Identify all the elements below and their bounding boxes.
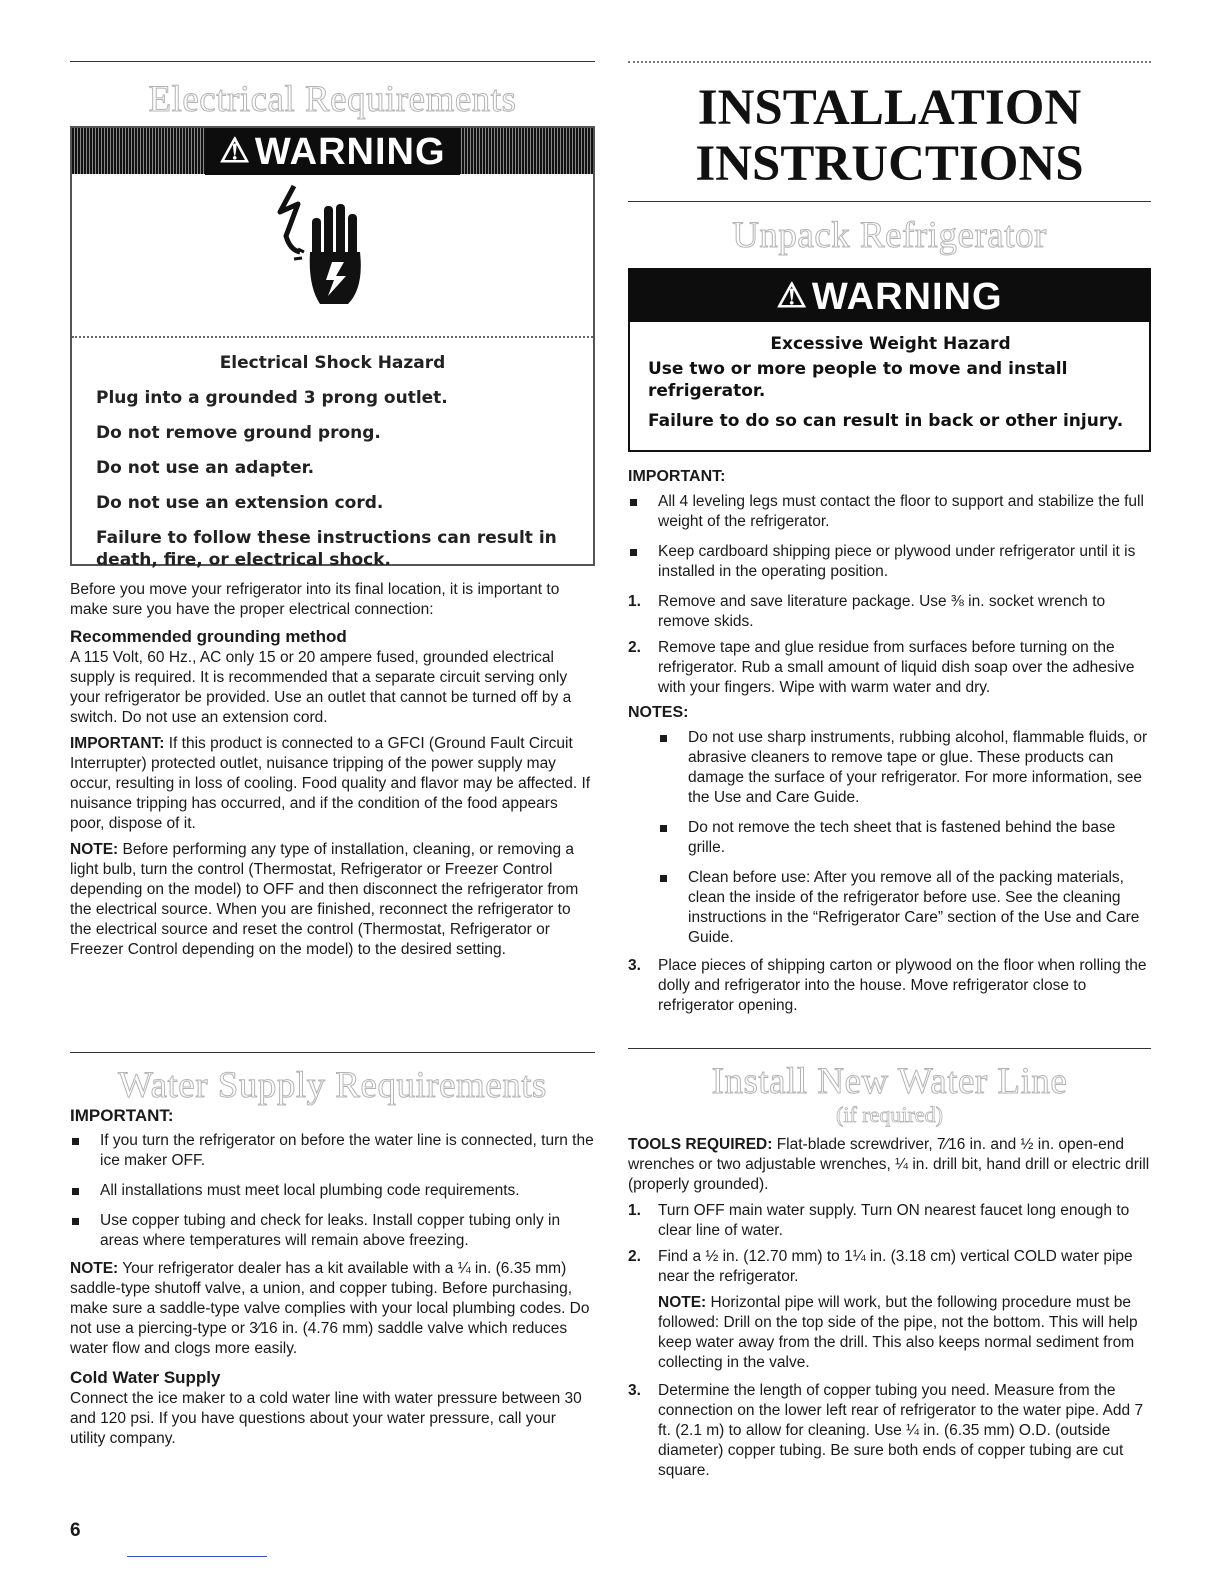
notes-list [628,728,1151,948]
note-paragraph [70,840,595,960]
important-text: If this product is connected to a GFCI (Ground Fault Circuit Interrupter) protected outlet, nuisance tripping of the power supply may occur, resulting in loss of cooling. Food quality and flavor may be affected. If nuisance tripping has occurred, and if the condition of the food appears poor, dispose of it. [70,735,591,832]
water-bullet: All installations must meet local plumbing code requirements. [70,1181,595,1201]
hazard-line: Plug into a grounded 3 prong outlet. [96,388,448,408]
waterline-rule [628,1048,1151,1049]
step-number: 3. [628,957,641,974]
tools-paragraph [628,1135,1151,1195]
unpack-important-label: IMPORTANT: [628,468,726,485]
electrical-warning-box [70,126,595,570]
electric-shock-hand-icon [272,178,392,318]
water-note-text: Your refrigerator dealer has a kit available with a ¼ in. (6.35 mm) saddle-type shutoff valve, a union, and copper tubing. Before purchasing, make sure a saddle-type valve complies with your local plumbing codes. Do not use a piercing-type or 3⁄16 in. (4.76 mm) saddle valve which reduces water flow and clogs more easily. [70,1260,590,1357]
electrical-warning-banner [72,128,593,174]
step-text: Place pieces of shipping carton or plywood on the floor when rolling the dolly and refrigerator into the house. Move refrigerator close to refrigerator opening. [658,957,1147,1014]
weight-warning-text [648,332,1133,432]
step-number: 1. [628,1202,641,1219]
cold-water-paragraph: Connect the ice maker to a cold water line with water pressure between 30 and 120 psi. If you have questions about your water pressure, call your utility company. [70,1390,582,1447]
weight-line-1: Use two or more people to move and install refrigerator. [648,359,1068,401]
hazard-line: Do not use an extension cord. [96,493,384,513]
water-line-note-label: NOTE: [658,1294,707,1311]
page-number: 6 [70,1520,81,1541]
installation-title [628,80,1151,192]
top-rule-left [70,61,595,62]
footer-line [127,1556,267,1557]
important-paragraph [70,734,595,834]
hazard-title: Electrical Shock Hazard [219,353,446,373]
note-bullet: Do not remove the tech sheet that is fastened behind the base grille. [658,818,1151,858]
hazard-line: Do not use an adapter. [96,458,315,478]
grounding-paragraph: A 115 Volt, 60 Hz., AC only 15 or 20 ampere fused, grounded electrical supply is required. It is recommended that a separate circuit serving only your refrigerator be provided. Use an outlet that cannot be turned off by a switch. Do not use an extension cord. [70,649,572,726]
water-bullet: Use copper tubing and check for leaks. Install copper tubing only in areas where temperatures will remain above freezing. [70,1211,595,1251]
grounding-heading: Recommended grounding method [70,627,347,646]
note-label: NOTE: [70,841,119,858]
step-number: 1. [628,593,641,610]
water-important-label: IMPORTANT: [70,1106,174,1125]
step-text: Remove and save literature package. Use ⅜ in. socket wrench to remove skids. [658,593,1106,630]
tools-text: Flat-blade screwdriver, 7⁄16 in. and ½ in. open-end wrenches or two adjustable wrenches, ¼ in. drill bit, hand drill or electric drill (properly grounded). [628,1136,1150,1193]
water-rule [70,1052,595,1053]
water-bullet: If you turn the refrigerator on before the water line is connected, turn the ice maker OFF. [70,1131,595,1171]
water-line-step [628,1201,1151,1241]
water-line-note-text: Horizontal pipe will work, but the following procedure must be followed: Drill on the top side of the pipe, not the bottom. This will help keep water away from the drill. This also keeps normal sediment from collecting in the valve. [658,1294,1138,1371]
warning-triangle-icon: ⚠ [219,132,251,170]
tools-label: TOOLS REQUIRED: [628,1136,773,1153]
step-number: 3. [628,1382,641,1399]
weight-warning-box [628,268,1151,452]
note-text: Before performing any type of installation, cleaning, or removing a light bulb, turn the control (Thermostat, Refrigerator or Freezer Control depending on the model) to OFF and then disconnect the refrigerator from the electrical source. When you are finished, reconnect the refrigerator to the electrical source and reset the control (Thermostat, Refrigerator or Freezer Control depending on the model) to the desired setting. [70,841,579,958]
weight-warning-banner [628,268,1151,322]
unpack-step [628,592,1151,632]
water-line-body [628,1135,1151,1481]
notes-label: NOTES: [628,704,689,721]
title-line-1: INSTALLATION [697,80,1082,136]
unpack-step [628,956,1151,1016]
step-text: Determine the length of copper tubing you need. Measure from the connection on the lower left rear of refrigerator to the water pipe. Add 7 ft. (2.1 m) to allow for cleaning. Use ¼ in. (6.35 mm) O.D. (outside diameter) copper tubing. Be sure both ends of copper tubing are cut square. [658,1382,1144,1479]
water-line-subtitle: (if required) [836,1102,943,1127]
weight-line-2: Failure to do so can result in back or other injury. [648,411,1124,431]
divider-line [72,336,593,338]
water-line-step [628,1247,1151,1287]
unpack-title: Unpack Refrigerator [732,215,1047,256]
water-body [70,1105,595,1449]
intro-paragraph: Before you move your refrigerator into its final location, it is important to make sure you have the proper electrical connection: [70,581,560,618]
step-number: 2. [628,639,641,656]
title-line-2: INSTRUCTIONS [695,136,1084,192]
step-text: Find a ½ in. (12.70 mm) to 1¼ in. (3.18 cm) vertical COLD water pipe near the refrigerator. [658,1248,1133,1285]
unpack-bullet: Keep cardboard shipping piece or plywood under refrigerator until it is installed in the operating position. [628,542,1151,582]
water-line-step [628,1381,1151,1481]
step-number: 2. [628,1248,641,1265]
note-bullet: Clean before use: After you remove all of the packing materials, clean the inside of the refrigerator before use. See the cleaning instructions in the “Refrigerator Care” section of the Use and Care Guide. [658,868,1151,948]
water-note-paragraph [70,1259,595,1359]
note-bullet: Do not use sharp instruments, rubbing alcohol, flammable fluids, or abrasive cleaners to remove tape or glue. These products can damage the surface of your refrigerator. For more information, see the Use and Care Guide. [658,728,1151,808]
unpack-bullet: All 4 leveling legs must contact the floor to support and stabilize the full weight of the refrigerator. [628,492,1151,532]
hazard-line: Do not remove ground prong. [96,423,381,443]
electrical-body [70,580,595,960]
important-label: IMPORTANT: [70,735,165,752]
weight-title: Excessive Weight Hazard [770,334,1011,354]
top-rule-right [628,61,1151,63]
water-supply-title: Water Supply Requirements [118,1065,547,1106]
warning-label: ⚠ WARNING [776,276,1002,318]
unpack-rule [628,201,1151,202]
cold-water-heading: Cold Water Supply [70,1368,221,1387]
warning-label: ⚠ WARNING [205,128,459,175]
unpack-step [628,638,1151,698]
unpack-body [628,466,1151,1016]
water-note-label: NOTE: [70,1260,119,1277]
warning-triangle-icon: ⚠ [776,277,808,315]
hazard-line: Failure to follow these instructions can result in death, fire, or electrical shock. [96,528,557,570]
step-text: Remove tape and glue residue from surfaces before turning on the refrigerator. Rub a small amount of liquid dish soap over the adhesive with your fingers. Wipe with warm water and dry. [658,639,1135,696]
water-line-note [628,1293,1151,1373]
step-text: Turn OFF main water supply. Turn ON nearest faucet long enough to clear line of water. [658,1202,1130,1239]
water-line-title: Install New Water Line [711,1061,1068,1102]
hazard-text [96,352,576,584]
electrical-requirements-title: Electrical Requirements [148,79,517,120]
